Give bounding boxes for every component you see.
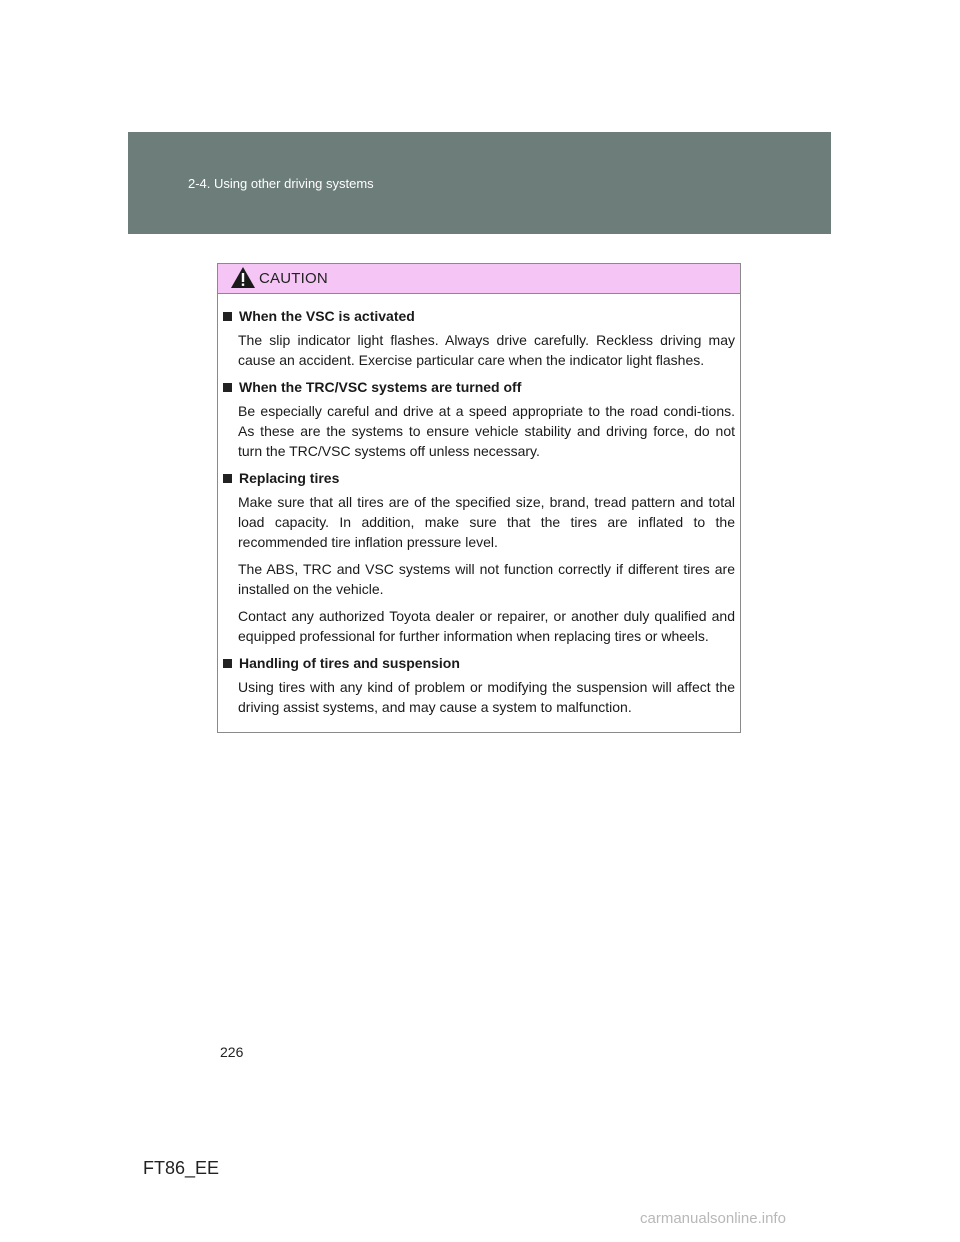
caution-body (218, 294, 740, 717)
paragraph: Using tires with any kind of problem or modifying the suspension will affect the driving assist systems, and may cause a system to malfunction. (238, 679, 735, 715)
caution-item-tires-suspension (223, 653, 735, 717)
watermark: carmanualsonline.info (640, 1210, 786, 1227)
item-heading (223, 377, 735, 397)
section-title: 2-4. Using other driving systems (188, 176, 374, 191)
paragraph: Be especially careful and drive at a speed appropriate to the road condi-tions. As these are the systems to ensure vehicle stability and driving force, do not turn the TRC/VSC systems off unless necessary. (238, 403, 735, 459)
square-bullet-icon (223, 312, 232, 321)
square-bullet-icon (223, 474, 232, 483)
item-heading-text: When the TRC/VSC systems are turned off (239, 379, 522, 395)
paragraph: Make sure that all tires are of the specified size, brand, tread pattern and total load capacity. In addition, make sure that the tires are inflated to the recommended tire inflation pressure level. (238, 494, 735, 550)
caution-item-replacing-tires (223, 468, 735, 646)
item-heading (223, 653, 735, 673)
caution-item-vsc-activated (223, 306, 735, 370)
square-bullet-icon (223, 659, 232, 668)
header-band (128, 132, 831, 234)
caution-header (218, 264, 740, 294)
item-heading (223, 306, 735, 326)
paragraph: Contact any authorized Toyota dealer or repairer, or another duly qualified and equipped professional for further information when replacing tires or wheels. (238, 608, 735, 644)
item-heading-text: Handling of tires and suspension (239, 655, 460, 671)
paragraph: The ABS, TRC and VSC systems will not function correctly if different tires are installed on the vehicle. (238, 561, 735, 597)
item-heading-text: Replacing tires (239, 470, 340, 486)
caution-box (217, 263, 741, 733)
caution-item-trc-vsc-off (223, 377, 735, 461)
caution-title: CAUTION (259, 270, 328, 287)
paragraph: The slip indicator light flashes. Always drive carefully. Reckless driving may cause an accident. Exercise particular care when the indicator light flashes. (238, 332, 735, 368)
page-number: 226 (220, 1044, 244, 1060)
item-heading-text: When the VSC is activated (239, 308, 415, 324)
item-heading (223, 468, 735, 488)
document-code: FT86_EE (143, 1158, 220, 1178)
warning-triangle-icon (230, 266, 256, 289)
square-bullet-icon (223, 383, 232, 392)
